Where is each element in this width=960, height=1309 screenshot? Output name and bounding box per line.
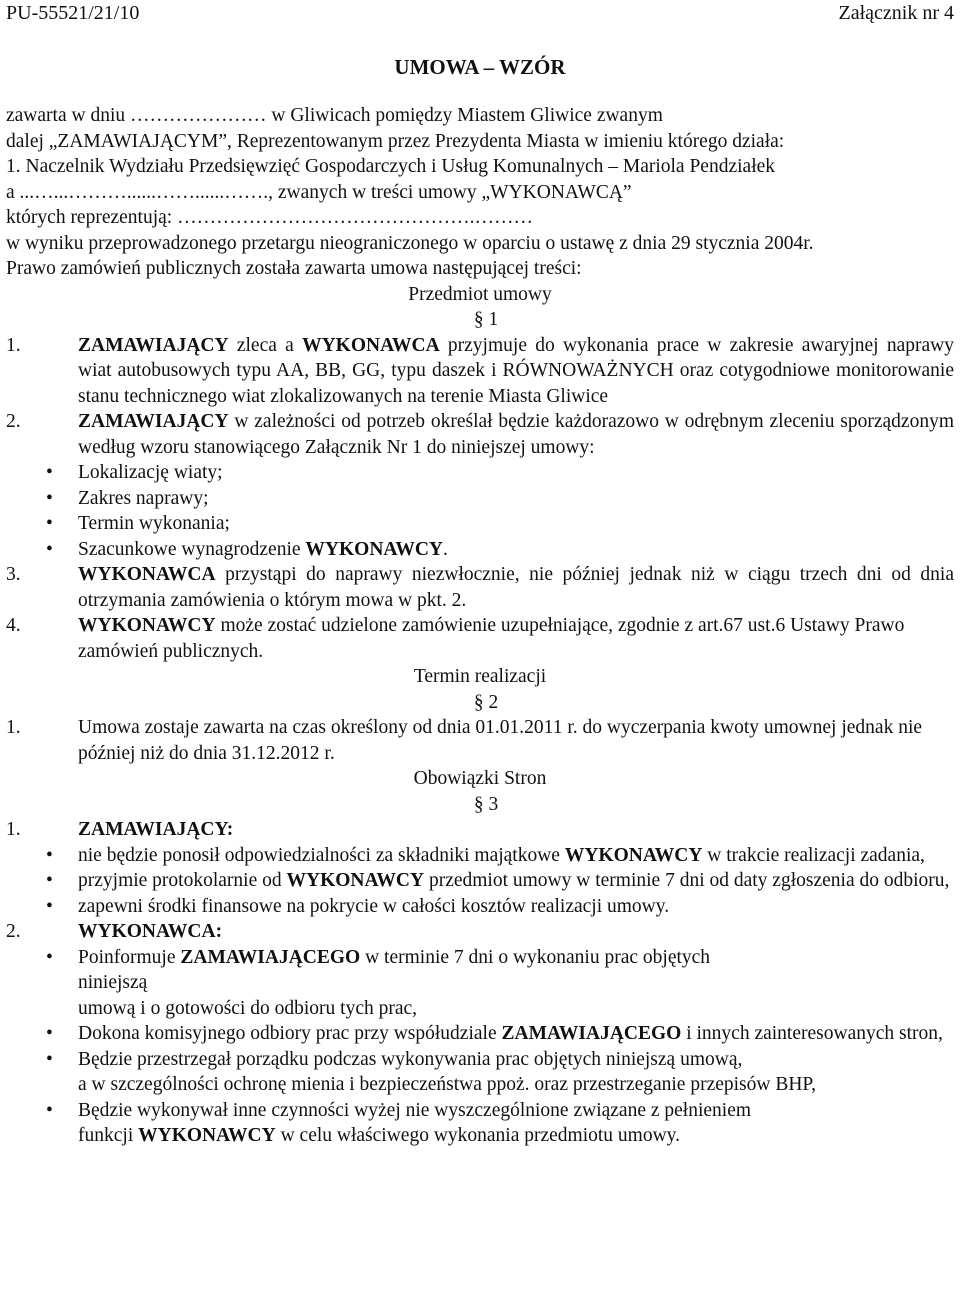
section-number-2: § 2 [473, 691, 499, 713]
intro-line: zawarta w dniu ………………… w Gliwicach pomiędzy Miastem Gliwice zwanym [6, 105, 663, 126]
party-name: WYKONAWCY [78, 615, 216, 636]
clause-number: 1. [6, 717, 21, 738]
list-item: • zapewni środki finansowe na pokrycie w całości kosztów realizacji umowy. [6, 894, 954, 920]
clause-2-1 [6, 715, 954, 766]
clause-1-4 [6, 613, 954, 664]
clause-text: może zostać udzielone zamówienie uzupełniające, zgodnie z art.67 ust.6 Ustawy Prawo zamówień publicznych. [78, 615, 905, 662]
clause-number: 2. [6, 921, 21, 942]
clause-text: przystąpi do naprawy niezwłocznie, nie później jednak niż w ciągu trzech dni od dnia otrzymania zamówienia o którym mowa w pkt. 2. [78, 564, 954, 611]
clause-3-2 [6, 919, 954, 945]
intro-line: 1. Naczelnik Wydziału Przedsięwzięć Gospodarczych i Usług Komunalnych – Mariola Pendziałek [6, 156, 776, 177]
section-title-obligations: Obowiązki Stron [413, 768, 547, 789]
clause-1-3 [6, 562, 954, 613]
list-item: • Termin wykonania; [6, 511, 954, 537]
clause-number: 1. [6, 334, 21, 356]
section-title-subject: Przedmiot umowy [408, 283, 552, 305]
clause-text: w zależności od potrzeb określał będzie każdorazowo w odrębnym zleceniu sporządzonym według wzoru stanowiącego Załącznik Nr 1 do niniejszej umowy: [78, 411, 954, 458]
party-name: ZAMAWIAJĄCY [78, 334, 229, 356]
contractor-obligations-list [6, 945, 954, 1149]
party-name: ZAMAWIAJĄCY: [78, 819, 234, 840]
document-page [0, 1, 960, 1309]
list-item: • Poinformuje ZAMAWIAJĄCEGO w terminie 7 dni o wykonaniu prac objętych niniejszą umową i o gotowości do odbioru tych prac, [6, 945, 954, 1022]
intro-line: w wyniku przeprowadzonego przetargu nieograniczonego w oparciu o ustawę z dnia 29 stycznia 2004r. [6, 232, 814, 254]
clause-3-1 [6, 817, 954, 843]
document-header [6, 1, 954, 27]
list-item: • Lokalizację wiaty; [6, 460, 954, 486]
attachment-label: Załącznik nr 4 [838, 2, 954, 24]
clause-text: zleca a [228, 334, 303, 356]
list-item: • Szacunkowe wynagrodzenie WYKONAWCY. [6, 537, 954, 563]
party-name: WYKONAWCA: [78, 921, 223, 942]
list-item: • Dokona komisyjnego odbiory prac przy współudziale ZAMAWIAJĄCEGO i innych zainteresowanych stron, [6, 1021, 954, 1047]
section-title-term: Termin realizacji [413, 666, 547, 687]
section-number-1: § 1 [473, 309, 499, 330]
clause-number: 4. [6, 615, 21, 636]
party-name: ZAMAWIAJĄCY [78, 411, 229, 432]
intro-section [6, 103, 954, 282]
intro-line: których reprezentują: ……………………………………….……… [6, 207, 533, 228]
clause-number: 2. [6, 411, 21, 432]
list-item: • Będzie wykonywał inne czynności wyżej nie wyszczególnione związane z pełnieniem funkcji WYKONAWCY w celu właściwego wykonania przedmiotu umowy. [6, 1098, 954, 1149]
list-item: • przyjmie protokolarnie od WYKONAWCY przedmiot umowy w terminie 7 dni od daty zgłoszenia do odbioru, [6, 868, 954, 894]
clause-number: 1. [6, 819, 21, 840]
order-details-list [6, 460, 954, 562]
intro-line: dalej „ZAMAWIAJĄCYM”, Reprezentowanym przez Prezydenta Miasta w imieniu którego działa: [6, 130, 785, 152]
list-item: • nie będzie ponosił odpowiedzialności za składniki majątkowe WYKONAWCY w trakcie realizacji zadania, [6, 843, 954, 869]
party-name: WYKONAWCA [302, 334, 440, 356]
document-title: UMOWA – WZÓR [394, 55, 566, 79]
clause-text: Umowa zostaje zawarta na czas określony od dnia 01.01.2011 r. do wyczerpania kwoty umownej jednak nie później niż do dnia 31.12.2012 r. [78, 717, 923, 764]
reference-number: PU-55521/21/10 [6, 2, 140, 24]
client-obligations-list [6, 843, 954, 920]
clause-text: przyjmuje do wykonania prace w zakresie awaryjnej naprawy wiat autobusowych typu AA, BB, GG, typu daszek i RÓWNOWAŻNYCH oraz cotygodniowe monitorowanie stanu technicznego wiat zlokalizowanych na terenie Miasta Gliwice [78, 334, 954, 407]
list-item: • Zakres naprawy; [6, 486, 954, 512]
list-item: • Będzie przestrzegał porządku podczas wykonywania prac objętych niniejszą umową, a w szczególności ochronę mienia i bezpieczeństwa ppoż. oraz przestrzeganie przepisów BHP, [6, 1047, 954, 1098]
party-name: WYKONAWCA [78, 564, 216, 585]
clause-1-2 [6, 409, 954, 460]
intro-line: Prawo zamówień publicznych została zawarta umowa następującej treści: [6, 258, 582, 279]
section-number-3: § 3 [473, 793, 499, 815]
clause-1-1 [6, 333, 954, 410]
clause-number: 3. [6, 564, 21, 585]
intro-line: a ...…...………......……......……., zwanych w treści umowy „WYKONAWCĄ” [6, 181, 632, 203]
